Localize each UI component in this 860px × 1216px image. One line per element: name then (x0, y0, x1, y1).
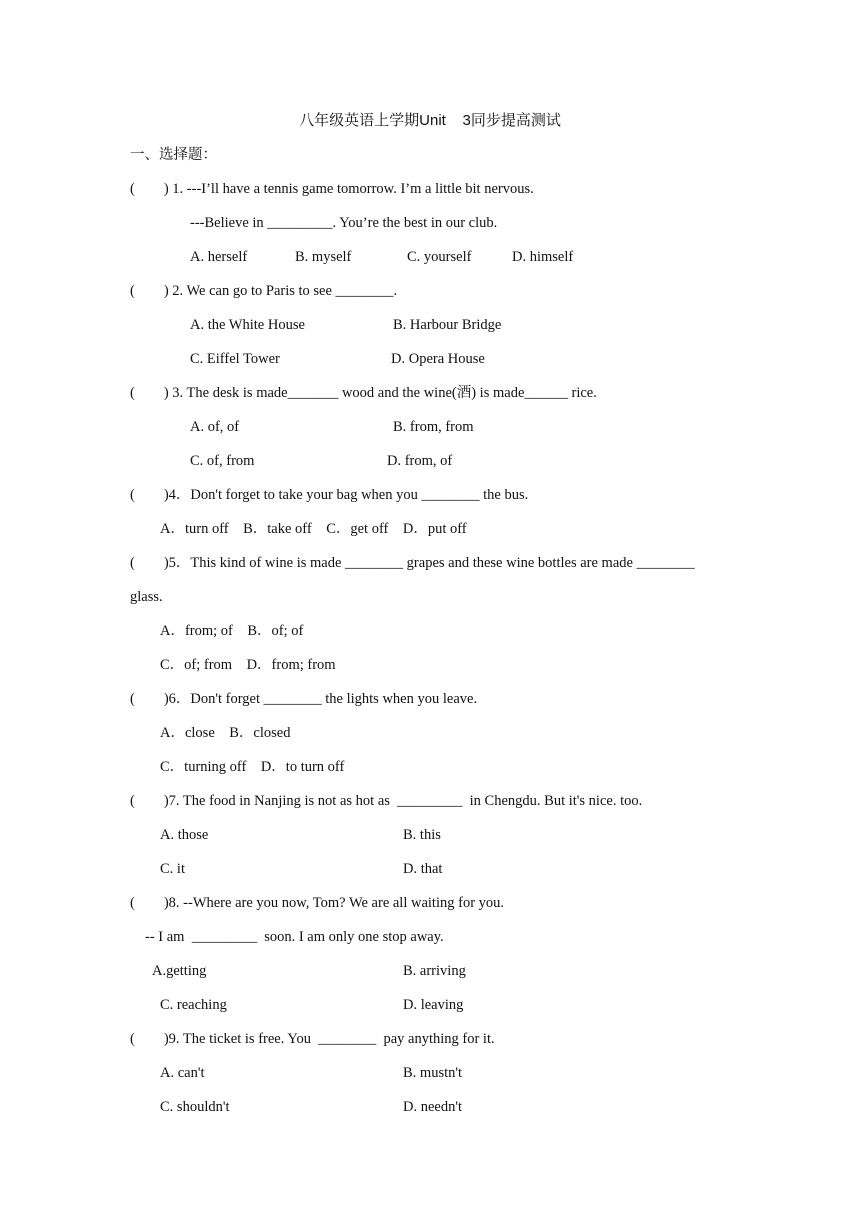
question-1-option-c: C. yourself (407, 249, 472, 265)
question-5-options-cd: C．of; from D．from; from (160, 657, 336, 673)
question-4-stem: ( )4．Don't forget to take your bag when you ________ the bus. (130, 487, 529, 503)
question-6-options-ab: A．close B．closed (160, 725, 291, 741)
question-6-stem: ( )6．Don't forget ________ the lights when you leave. (130, 691, 478, 707)
question-2-option-b: B. Harbour Bridge (393, 317, 502, 333)
title-unit: Unit (419, 112, 446, 129)
question-1-option-b: B. myself (295, 249, 352, 265)
question-9-option-b: B. mustn't (403, 1065, 463, 1081)
question-3-option-c: C. of, from (190, 453, 255, 469)
title-chinese: 八年级英语上学期 (299, 113, 420, 129)
question-3-stem: ( ) 3. The desk is made_______ wood and the wine(酒) is made______ rice. (130, 385, 597, 401)
question-9-option-c: C. shouldn't (160, 1099, 230, 1115)
question-6-options-cd: C．turning off D．to turn off (160, 759, 345, 775)
question-2-stem: ( ) 2. We can go to Paris to see ________. (130, 283, 398, 299)
question-9-option-a: A. can't (160, 1065, 205, 1081)
question-8-option-a: A.getting (152, 963, 207, 979)
question-8-option-c: C. reaching (160, 997, 227, 1013)
question-7-stem: ( )7. The food in Nanjing is not as hot as _________ in Chengdu. But it's nice. too. (130, 793, 643, 809)
question-1-option-a: A. herself (190, 249, 248, 265)
question-5-stem: ( )5．This kind of wine is made ________ grapes and these wine bottles are made ________ (130, 555, 695, 571)
question-3-option-d: D. from, of (387, 453, 453, 469)
section-heading: 一、选择题： (130, 147, 217, 163)
question-9-option-d: D. needn't (403, 1099, 462, 1115)
question-4-options: A．turn off B．take off C．get off D．put off (160, 521, 467, 537)
question-7-option-a: A. those (160, 827, 209, 843)
question-8-stem: ( )8. --Where are you now, Tom? We are all waiting for you. (130, 895, 505, 911)
title-rest: 同步提高测试 (470, 113, 561, 129)
question-1-option-d: D. himself (512, 249, 574, 265)
question-5-continuation: glass. (130, 589, 163, 605)
question-5-options-ab: A．from; of B．of; of (160, 623, 304, 639)
question-9-stem: ( )9. The ticket is free. You ________ pay anything for it. (130, 1031, 495, 1047)
title-number: 3 (462, 112, 471, 129)
question-7-option-c: C. it (160, 861, 185, 877)
question-7-option-d: D. that (403, 861, 443, 877)
question-2-option-d: D. Opera House (391, 351, 485, 367)
question-8-option-d: D. leaving (403, 997, 464, 1013)
question-8-option-b: B. arriving (403, 963, 466, 979)
question-8-reply: -- I am _________ soon. I am only one stop away. (145, 929, 444, 945)
page-title (0, 112, 860, 130)
question-1-reply: ---Believe in _________. You’re the best in our club. (190, 215, 498, 231)
question-7-option-b: B. this (403, 827, 441, 843)
question-2-option-c: C. Eiffel Tower (190, 351, 280, 367)
question-3-option-a: A. of, of (190, 419, 240, 435)
question-3-option-b: B. from, from (393, 419, 474, 435)
question-2-option-a: A. the White House (190, 317, 305, 333)
question-1-stem: ( ) 1. ---I’ll have a tennis game tomorrow. I’m a little bit nervous. (130, 181, 534, 197)
